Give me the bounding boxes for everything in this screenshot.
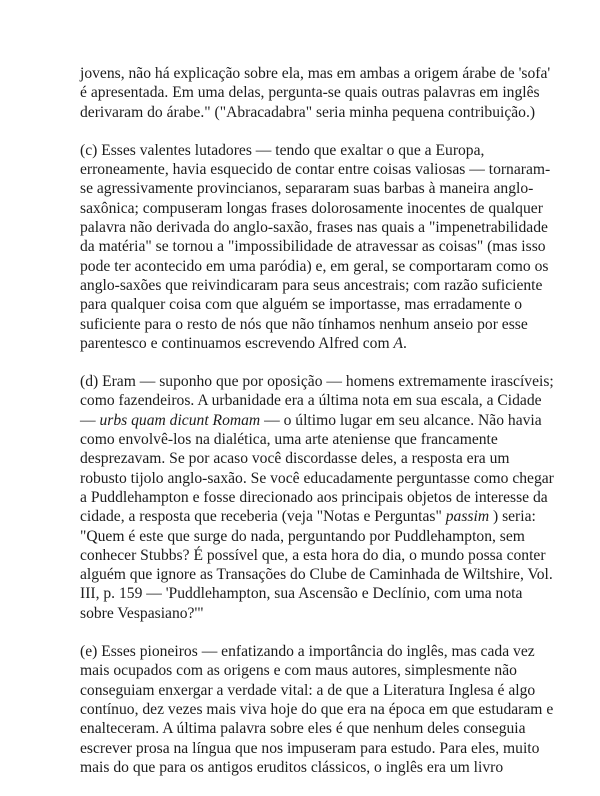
passim-term: passim bbox=[445, 508, 490, 526]
text-line bbox=[80, 334, 532, 353]
text-line: (c) Esses valentes lutadores — tendo que exaltar o que a Europa, bbox=[80, 141, 485, 159]
text-line: conseguiam enxergar a verdade vital: a de que a Literatura Inglesa é algo bbox=[80, 681, 536, 699]
text-line: é apresentada. Em uma delas, pergunta-se quais outras palavras em inglês bbox=[80, 84, 540, 102]
latin-quote: urbs quam dicunt Romam bbox=[99, 411, 261, 429]
text-line: suficiente para o resto de nós que não tínhamos nenhum anseio por esse bbox=[80, 315, 528, 333]
text-line: contínuo, dez vezes mais viva hoje do que era na época em que estudaram e bbox=[80, 700, 554, 718]
text-line: alguém que ignore as Transações do Clube de Caminhada de Wiltshire, Vol. bbox=[80, 566, 553, 584]
text-line: enalteceram. A última palavra sobre eles é que nenhum deles conseguia bbox=[80, 720, 526, 738]
text-run: parentesco e continuamos escrevendo Alfred com bbox=[80, 334, 394, 352]
text-line: conhecer Stubbs? É possível que, a esta hora do dia, o mundo possa conter bbox=[80, 546, 546, 564]
text-line: (d) Eram — suponho que por oposição — homens extremamente irascíveis; bbox=[80, 373, 554, 391]
text-line: pode ter acontecido em uma paródia) e, em geral, se comportaram como os bbox=[80, 257, 549, 275]
text-line: desprezavam. Se por acaso você discordasse deles, a resposta era um bbox=[80, 450, 510, 468]
text-line: mais ocupados com as origens e com maus autores, simplesmente não bbox=[80, 662, 517, 680]
text-line: "Quem é este que surge do nada, perguntando por Puddlehampton, sem bbox=[80, 527, 525, 545]
text-line: escrever prosa na língua que nos impuseram para estudo. Para eles, muito bbox=[80, 739, 540, 757]
text-line: mais do que para os antigos eruditos clássicos, o inglês era um livro bbox=[80, 758, 504, 776]
paragraph-e bbox=[80, 642, 554, 777]
text-line: jovens, não há explicação sobre ela, mas em ambas a origem árabe de 'sofa' bbox=[80, 65, 551, 82]
text-line: (e) Esses pioneiros — enfatizando a importância do inglês, mas cada vez bbox=[80, 643, 535, 661]
text-line: da matéria" se tornou a "impossibilidade de atravessar as coisas" (mas isso bbox=[80, 238, 546, 256]
text-line: como fazendeiros. A urbanidade era a última nota em sua escala, a Cidade bbox=[80, 392, 542, 410]
text-line: erroneamente, havia esquecido de contar entre coisas valiosas — tornaram- bbox=[80, 161, 551, 179]
text-line: saxônica; compuseram longas frases dolorosamente inocentes de qualquer bbox=[80, 199, 543, 217]
document-page bbox=[80, 64, 554, 796]
text-line bbox=[80, 507, 536, 526]
text-line bbox=[80, 411, 542, 430]
text-line: como envolvê-los na dialética, uma arte ateniense que francamente bbox=[80, 431, 498, 449]
paragraph-d bbox=[80, 372, 554, 623]
text-line: sobre Vespasiano?'" bbox=[80, 604, 204, 622]
text-run: . bbox=[403, 334, 407, 352]
text-line: palavra não derivada do anglo-saxão, frases nas quais a "impenetrabilidade bbox=[80, 219, 548, 237]
text-line: se agressivamente provincianos, separaram suas barbas à maneira anglo- bbox=[80, 180, 534, 198]
text-line: derivaram do árabe." ("Abracadabra" seria minha pequena contribuição.) bbox=[80, 103, 536, 121]
text-run: — bbox=[80, 411, 100, 429]
italic-letter: A bbox=[393, 334, 404, 352]
text-line: robusto tijolo anglo-saxão. Se você educadamente perguntasse como chegar bbox=[80, 469, 554, 487]
text-line: III, p. 159 — 'Puddlehampton, sua Ascensão e Declínio, com uma nota bbox=[80, 585, 523, 603]
text-run: — o último lugar em seu alcance. Não havia bbox=[260, 411, 542, 429]
text-run: cidade, a resposta que receberia (veja "Notas e Perguntas" bbox=[80, 508, 446, 526]
paragraph-intro bbox=[80, 64, 551, 122]
text-line: para qualquer coisa com que alguém se importasse, mas erradamente o bbox=[80, 296, 523, 314]
text-run: ) seria: bbox=[489, 508, 536, 526]
paragraph-c bbox=[80, 141, 551, 353]
text-line: anglo-saxões que reivindicaram para seus ancestrais; com razão suficiente bbox=[80, 276, 543, 294]
text-line: a Puddlehampton e fosse direcionado aos principais objetos de interesse da bbox=[80, 488, 548, 506]
